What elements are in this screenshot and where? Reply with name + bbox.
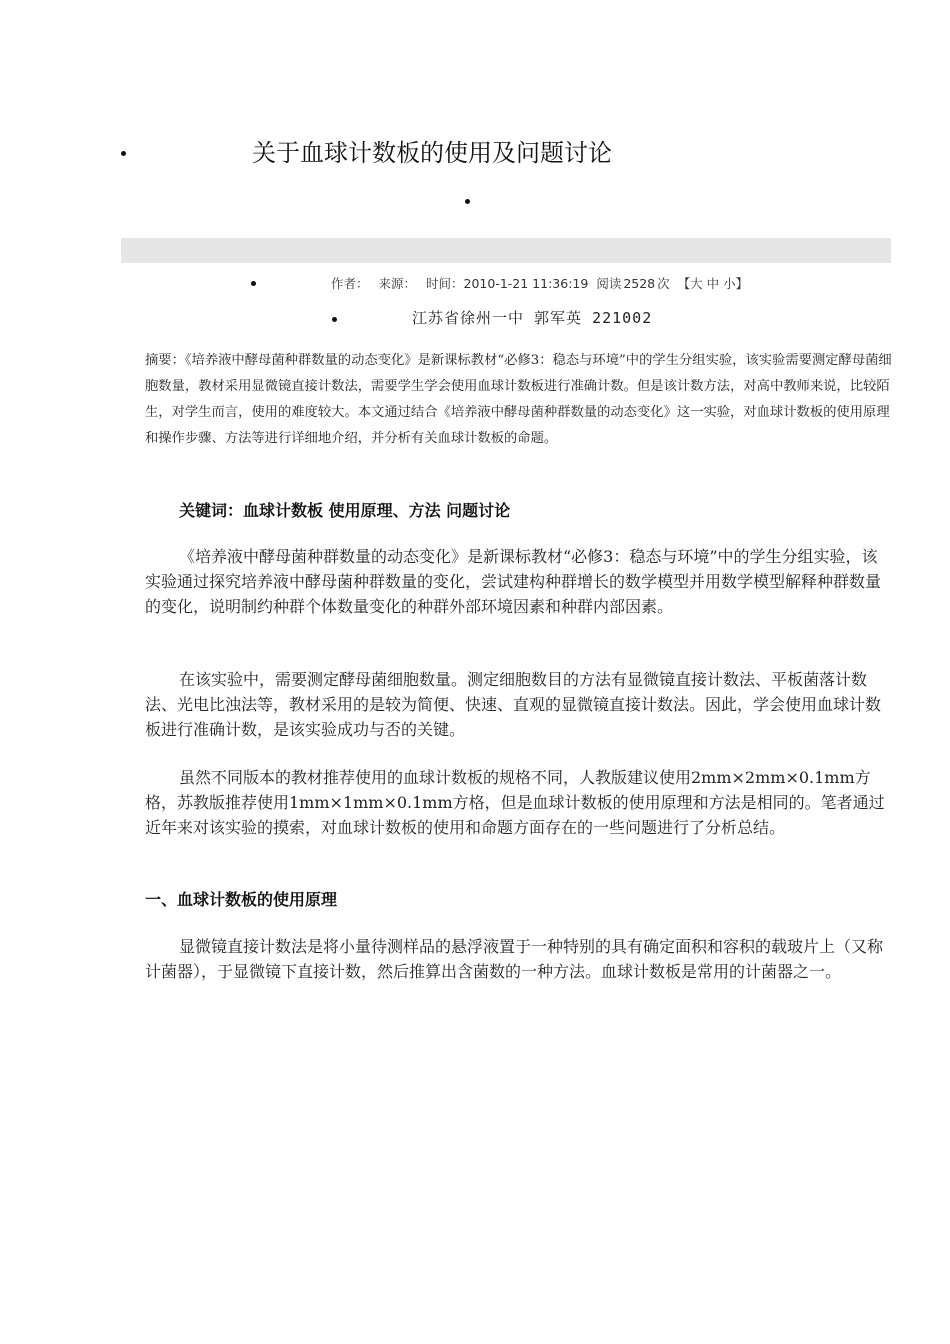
read-label: 阅读 [596, 276, 622, 291]
keywords: 关键词：血球计数板 使用原理、方法 问题讨论 [179, 501, 511, 520]
page-title: 关于血球计数板的使用及问题讨论 [252, 139, 612, 167]
article-meta [331, 274, 754, 292]
gray-divider-bar [121, 238, 891, 263]
list-bullet [121, 151, 126, 156]
author-label: 作者： [331, 276, 369, 291]
abstract: 摘要：《培养液中酵母菌种群数量的动态变化》是新课标教材“必修3：稳态与环境”中的学生分组实验，该实验需要测定酵母菌细胞数量，教材采用显微镜直接计数法，需要学生学会使用血球计数板进行准确计数。但是该计数方法，对高中教师来说，比较陌生，对学生而言，使用的难度较大。本文通过结合《培养液中酵母菌种群数量的动态变化》这一实验，对血球计数板的使用原理和操作步骤、方法等进行详细地介绍，并分析有关血球计数板的命题。 [145, 353, 892, 446]
list-bullet [465, 199, 470, 204]
list-bullet [332, 317, 337, 322]
font-size-link-text[interactable]: 【大 中 小】 [677, 276, 749, 291]
read-count: 2528 [623, 276, 656, 291]
body-paragraph: 在该实验中，需要测定酵母菌细胞数量。测定细胞数目的方法有显微镜直接计数法、平板菌落计数法、光电比浊法等，教材采用的是较为简便、快速、直观的显微镜直接计数法。因此，学会使用血球计数板进行准确计数，是该实验成功与否的关键。 [145, 670, 882, 739]
author-affiliation: 江苏省徐州一中 郭军英 221002 [412, 309, 653, 327]
time-label: 时间： [426, 276, 464, 291]
section-paragraph: 显微镜直接计数法是将小量待测样品的悬浮液置于一种特别的具有确定面积和容积的载玻片上（又称计菌器），于显微镜下直接计数，然后推算出含菌数的一种方法。血球计数板是常用的计菌器之一。 [145, 937, 884, 981]
font-size-links[interactable] [678, 276, 748, 291]
source-label: 来源： [378, 276, 417, 291]
section-heading: 一、血球计数板的使用原理 [145, 890, 338, 909]
list-bullet [251, 281, 256, 286]
time-value: 2010-1-21 11:36:19 [463, 276, 589, 291]
body-paragraph: 《培养液中酵母菌种群数量的动态变化》是新课标教材“必修3：稳态与环境”中的学生分组实验，该实验通过探究培养液中酵母菌种群数量的变化，尝试建构种群增长的数学模型并用数学模型解释种群数量的变化，说明制约种群个体数量变化的种群外部环境因素和种群内部因素。 [145, 547, 882, 616]
body-paragraph: 虽然不同版本的教材推荐使用的血球计数板的规格不同，人教版建议使用2mm×2mm×0.1mm方格，苏教版推荐使用1mm×1mm×0.1mm方格，但是血球计数板的使用原理和方法是相同的。笔者通过近年来对该实验的摸索，对血球计数板的使用和命题方面存在的一些问题进行了分析总结。 [145, 768, 885, 837]
read-unit: 次 [657, 276, 670, 291]
